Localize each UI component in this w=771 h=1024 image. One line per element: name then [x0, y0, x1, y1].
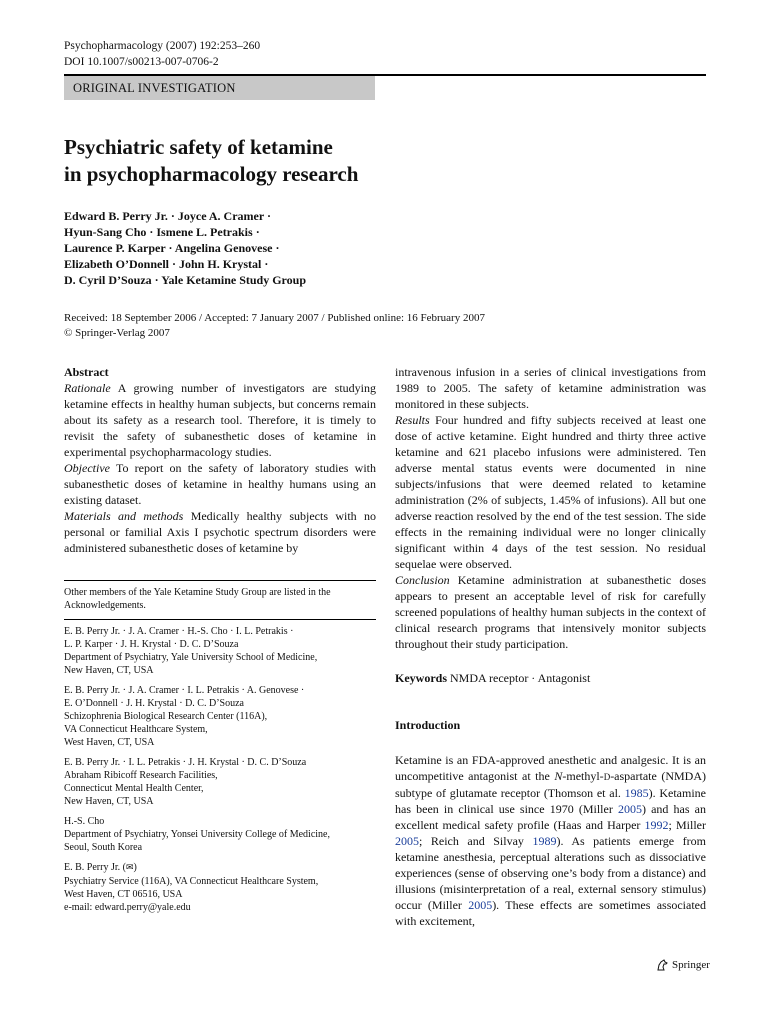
note-separator: [64, 619, 376, 620]
abstract-right: [395, 364, 706, 652]
affil-line: New Haven, CT, USA: [64, 665, 154, 676]
journal-header: [64, 38, 260, 70]
affil-line: West Haven, CT, USA: [64, 737, 155, 748]
doi: DOI 10.1007/s00213-007-0706-2: [64, 56, 219, 68]
citation-link[interactable]: 1989: [532, 834, 557, 848]
affil-line: VA Connecticut Healthcare System,: [64, 724, 208, 735]
affil-line: Schizophrenia Biological Research Center (116A),: [64, 711, 268, 722]
intro-text: ) and has an excellent medical safety profile (Haas and Harper: [395, 802, 706, 832]
author-line: D. Cyril D’Souza · Yale Ketamine Study Group: [64, 273, 307, 287]
corresp-email[interactable]: e-mail: edward.perry@yale.edu: [64, 902, 191, 913]
affiliation-4: [64, 815, 376, 854]
publisher-name: Springer: [672, 959, 710, 971]
intro-text: -aspartate (NMDA) subtype of glutamate receptor (Thomson et al.: [395, 769, 706, 800]
affil-line: Connecticut Mental Health Center,: [64, 783, 204, 794]
abstract-results: [395, 412, 706, 572]
envelope-icon: ✉: [125, 863, 134, 873]
objective-text: To report on the safety of laboratory studies with subanesthetic doses of ketamine in healthy humans using an existing dataset.: [64, 461, 376, 507]
section-label: ORIGINAL INVESTIGATION: [64, 76, 375, 100]
author-line: Edward B. Perry Jr. · Joyce A. Cramer ·: [64, 209, 271, 223]
affil-line: Department of Psychiatry, Yonsei University College of Medicine,: [64, 829, 330, 840]
corresp-line: West Haven, CT 06516, USA: [64, 889, 183, 900]
abstract-left: [64, 364, 376, 556]
citation-link[interactable]: 2005: [468, 898, 493, 912]
title-line: Psychiatric safety of ketamine: [64, 135, 333, 159]
affil-line: E. O’Donnell · J. H. Krystal · D. C. D’Souza: [64, 698, 244, 709]
citation-link[interactable]: 1992: [644, 818, 669, 832]
affiliation-notes: [64, 586, 376, 921]
abstract-objective: [64, 460, 376, 508]
group-note: Other members of the Yale Ketamine Study Group are listed in the Acknowledgements.: [64, 587, 331, 611]
citation-link[interactable]: 2005: [395, 834, 419, 848]
citation-link[interactable]: 1985: [624, 786, 649, 800]
affiliation-2: [64, 684, 376, 749]
dates-line: Received: 18 September 2006 / Accepted: 7 January 2007 / Published online: 16 February 2007: [64, 312, 485, 324]
methods-continued: intravenous infusion in a series of clinical investigations from 1989 to 2005. The safety of ketamine administration was monitored in these subjects.: [395, 365, 706, 411]
affiliation-1: [64, 625, 376, 677]
methods-label: Materials and methods: [64, 509, 184, 523]
methods-text: Medically healthy subjects with no personal or familial Axis I psychotic spectrum disorders were administered subanesthetic doses of ketamine by: [64, 509, 377, 555]
author-line: Elizabeth O’Donnell · John H. Krystal ·: [64, 257, 269, 271]
title-line: in psychopharmacology research: [64, 162, 359, 186]
affil-line: E. B. Perry Jr. · J. A. Cramer · H.-S. Cho · I. L. Petrakis ·: [64, 626, 294, 637]
intro-italic: N: [554, 769, 563, 783]
rationale-text: A growing number of investigators are studying ketamine effects in healthy human subjects, but concerns remain about its safety as a research tool. Therefore, it is timely to revisit the safety of subanesthetic doses of ketamine in experimental psychopharmacology studies.: [64, 381, 376, 459]
objective-label: Objective: [64, 461, 110, 475]
intro-text: ). Ketamine has been in clinical use since 1970 (Miller: [395, 786, 706, 816]
abstract-conclusion: [395, 572, 706, 652]
author-list: [64, 208, 564, 288]
author-line: Laurence P. Karper · Angelina Genovese ·: [64, 241, 280, 255]
intro-text: ; Reich and Silvay: [419, 834, 533, 848]
author-line: Hyun-Sang Cho · Ismene L. Petrakis ·: [64, 225, 260, 239]
copyright-line: © Springer-Verlag 2007: [64, 327, 170, 339]
keywords-label: Keywords: [395, 671, 447, 685]
corresp-line: Psychiatry Service (116A), VA Connecticut Healthcare System,: [64, 876, 319, 887]
affil-line: Department of Psychiatry, Yale University School of Medicine,: [64, 652, 318, 663]
conclusion-text: Ketamine administration at subanesthetic doses appears to present an acceptable level of risk for carefully screened populations of healthy human subjects in the context of clinical research programs that intensively monitor subjects throughout their study participation.: [395, 573, 706, 651]
intro-text: Ketamine is an FDA-approved anesthetic and analgesic. It is an uncompetitive antagonist at the: [395, 753, 706, 783]
introduction-text: [395, 752, 706, 929]
rationale-label: Rationale: [64, 381, 111, 395]
keywords-text: NMDA receptor · Antagonist: [450, 671, 591, 685]
affil-line: New Haven, CT, USA: [64, 796, 154, 807]
journal-citation: Psychopharmacology (2007) 192:253–260: [64, 40, 261, 52]
affil-line: E. B. Perry Jr. · J. A. Cramer · I. L. Petrakis · A. Genovese ·: [64, 685, 305, 696]
corresp-name: E. B. Perry Jr. (: [64, 862, 126, 873]
affil-line: Seoul, South Korea: [64, 842, 143, 853]
affil-line: Abraham Ribicoff Research Facilities,: [64, 770, 218, 781]
keywords: [395, 670, 706, 686]
publication-dates: [64, 311, 664, 341]
springer-horse-icon: [655, 958, 669, 972]
publisher-footer: [655, 958, 710, 972]
results-label: Results: [395, 413, 430, 427]
intro-smallcaps: D: [603, 772, 611, 782]
intro-text: -methyl-: [562, 769, 604, 783]
abstract-methods: [64, 508, 376, 556]
corresp-close: ): [133, 862, 137, 873]
abstract-rationale: [64, 380, 376, 460]
article-title: [64, 134, 664, 188]
conclusion-label: Conclusion: [395, 573, 450, 587]
affil-line: H.-S. Cho: [64, 816, 105, 827]
intro-text: ). As patients emerge from ketamine anesthesia, perceptual alterations such as dissociative experiences (sense of observing one’s body from a distance) and illusions (misinterpretation of a real, external sensory stimulus) occur (Miller: [395, 834, 706, 912]
affil-line: L. P. Karper · J. H. Krystal · D. C. D’Souza: [64, 639, 239, 650]
introduction-heading: Introduction: [395, 718, 461, 732]
affiliation-3: [64, 756, 376, 808]
citation-link[interactable]: 2005: [617, 802, 642, 816]
abstract-heading: Abstract: [64, 365, 109, 379]
results-text: Four hundred and fifty subjects received at least one dose of active ketamine. Eight hundred and thirty three active ketamine and 621 placebo infusions were administered. Ten adverse mental status events were documented in nine subjects/infusions that were deemed related to ketamine administration (2% of subjects, 1.45% of infusions). All but one adverse reaction resolved by the end of the test session. The side effects in the remaining individual were no longer clinically significant within 4 days of the test session. No residual sequelae were observed.: [395, 413, 706, 571]
intro-text: ). These effects are sometimes associated with excitement,: [395, 898, 707, 928]
correspondence: [64, 861, 376, 914]
corresp-name-line: [64, 861, 376, 875]
affil-line: E. B. Perry Jr. · I. L. Petrakis · J. H. Krystal · D. C. D’Souza: [64, 757, 307, 768]
intro-text: ; Miller: [668, 818, 706, 832]
footnote-rule: [64, 580, 376, 581]
